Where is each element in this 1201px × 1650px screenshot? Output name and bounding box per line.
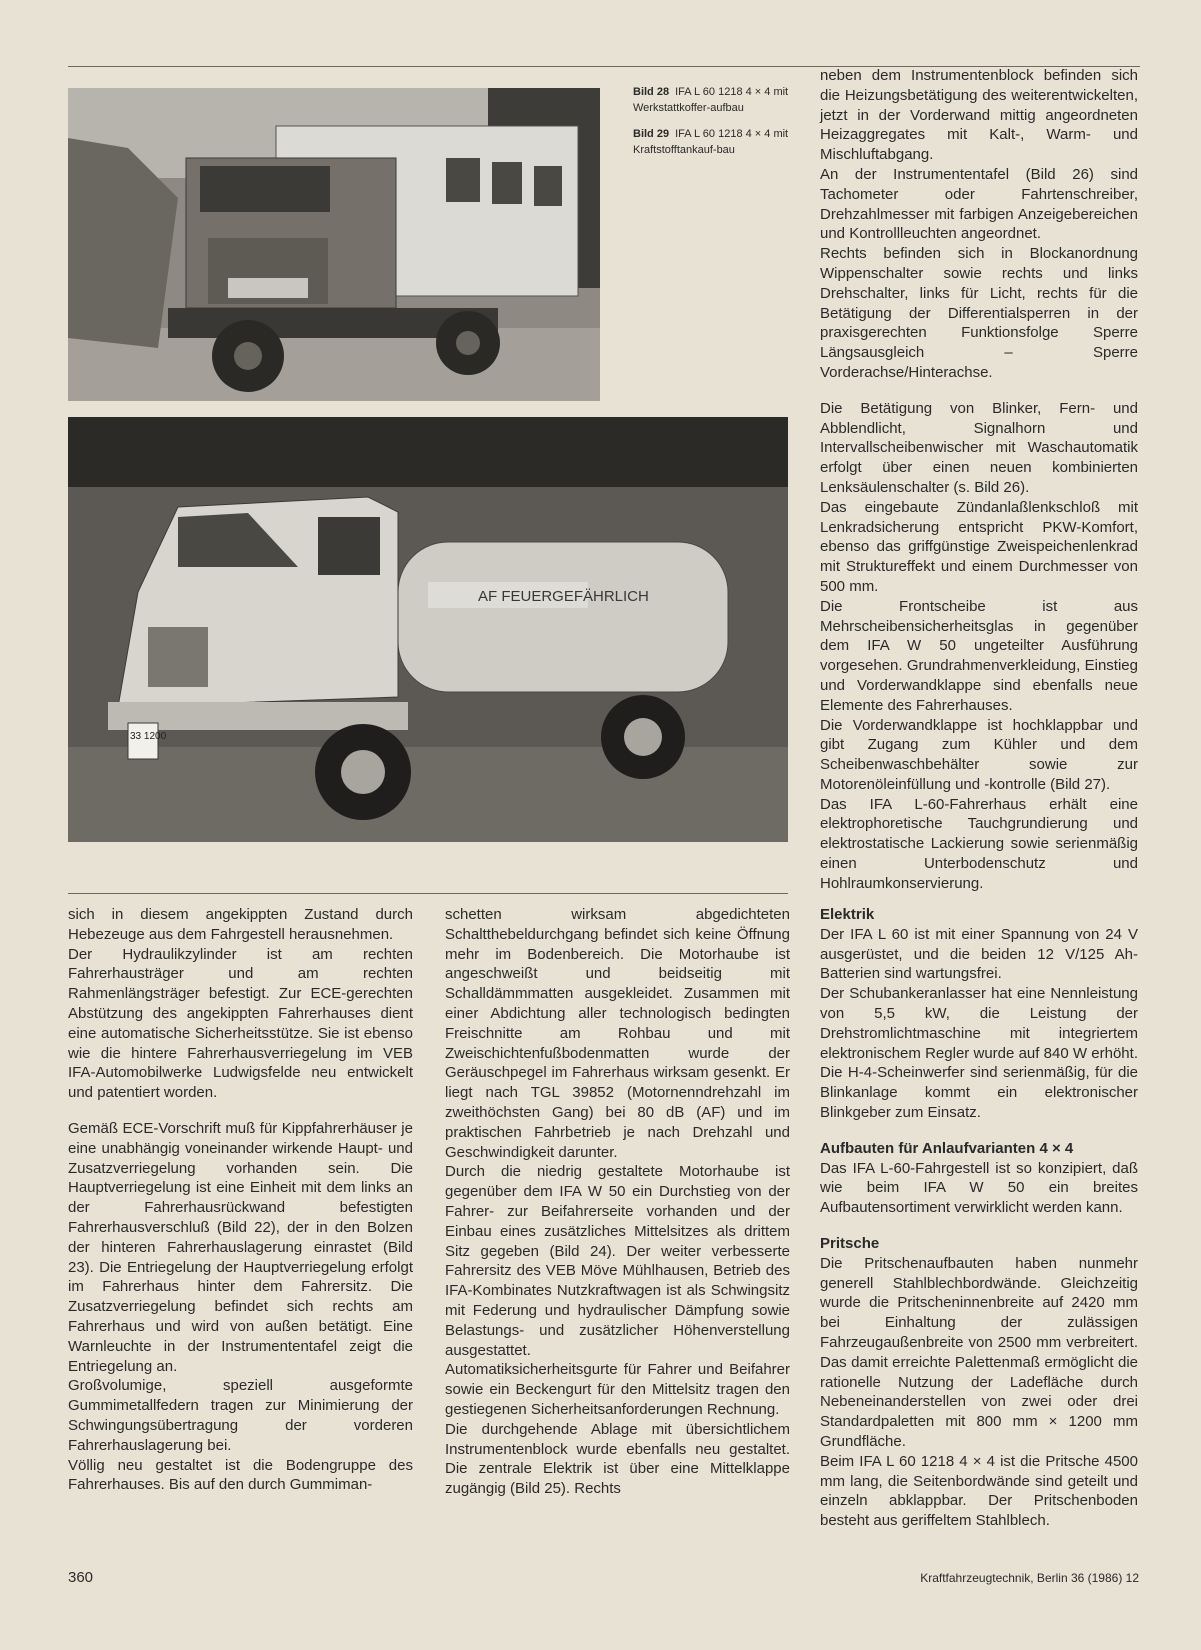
paragraph: Das IFA L-60-Fahrerhaus erhält eine elektrophoretische Tauchgrundierung und elektrostatische Lackierung sowie serienmäßig einen Unterbodenschutz und Hohlraumkonservierung. [820, 795, 1138, 892]
column-left [68, 905, 413, 1495]
paragraph: Rechts befinden sich in Blockanordnung Wippenschalter sowie rechts und links Drehschalter, links für Licht, rechts für die Betätigung der Differentialsperren in der praxisgerechten Funktionsfolge Sperre Längsausgleich – Sperre Vorderachse/Hinterachse. [820, 245, 1138, 381]
journal-citation: Kraftfahrzeugtechnik, Berlin 36 (1986) 12 [920, 1571, 1139, 1585]
caption-label: Bild 29 [633, 128, 670, 140]
paragraph: Die durchgehende Ablage mit übersichtlichem Instrumentenblock wurde ebenfalls neu gestaltet. Die zentrale Elektrik ist über eine Mittelklappe zugängig (Bild 25). Rechts [445, 1420, 790, 1498]
column-top-right [820, 66, 1138, 894]
section-heading-elektrik: Elektrik [820, 906, 875, 923]
paragraph: Beim IFA L 60 1218 4 × 4 ist die Pritsche 4500 mm lang, die Seitenbordwände sind geteilt und einzeln abklappbar. Der Pritschenboden besteht aus geriffeltem Stahlblech. [820, 1452, 1138, 1530]
paragraph: neben dem Instrumentenblock befinden sich die Heizungsbetätigung des weiterentwickelten, jetzt in der Vorderwand mittig angeordneten Heizaggregates mit Kalt-, Warm- und Mischluftabgang. [820, 67, 1138, 164]
page-number: 360 [68, 1569, 94, 1586]
photo-bild-28 [68, 88, 600, 401]
paragraph: Die Vorderwandklappe ist hochklappbar und gibt Zugang zum Kühler und dem Scheibenwaschbehälter sowie zur Motorenöleinfüllung und -kontrolle (Bild 27). [820, 716, 1138, 793]
tank-label: AF FEUERGEFÄHRLICH [478, 588, 649, 605]
paragraph: Das eingebaute Zündanlaßlenkschloß mit Lenkradsicherung entspricht PKW-Komfort, ebenso das griffgünstige Zweispeichenlenkrad mit Struktureffekt und einem Durchmesser von 500 mm. [820, 498, 1138, 595]
caption-text: IFA L 60 1218 4 × 4 mit Werkstattkoffer-aufbau [633, 86, 789, 114]
paragraph: Völlig neu gestaltet ist die Bodengruppe des Fahrerhauses. Bis auf den durch Gummiman- [68, 1456, 413, 1494]
paragraph: Der Schubankeranlasser hat eine Nennleistung von 5,5 kW, die Leistung der Drehstromlichtmaschine mit integriertem elektronischem Regler wurde auf 840 W erhöht. Die H-4-Scheinwerfer sind serienmäßig, für die Blinkanlage kommt ein elektronischer Blinkgeber zum Einsatz. [820, 985, 1138, 1121]
paragraph: Durch die niedrig gestaltete Motorhaube ist gegenüber dem IFA W 50 ein Durchstieg von der Fahrer- zur Beifahrerseite vorhanden und der Einbau eines zusätzliches Mittelsitzes als drittem Sitz gegeben (Bild 24). Der weiter verbesserte Fahrersitz des VEB Möve Mühlhausen, Betrieb des IFA-Kombinates Nutzkraftwagen ist als Schwingsitz mit Federung und hydraulischer Dämpfung sowie Belastungs- und zusätzlicher Höhenverstellung ausgestattet. [445, 1163, 790, 1359]
middle-rule [68, 893, 788, 894]
paragraph: An der Instrumententafel (Bild 26) sind Tachometer oder Fahrtenschreiber, Drehzahlmesser mit farbigen Anzeigebereichen und Kontrollleuchten angeordnet. [820, 165, 1138, 243]
paragraph: Die Frontscheibe ist aus Mehrscheibensicherheitsglas in gegenüber dem IFA W 50 ungeteilter Ausführung vorgesehen. Grundrahmenverkleidung, Einstieg und Vorderwandklappe sind ebenfalls neue Elemente des Fahrerhauses. [820, 597, 1138, 714]
paragraph: Großvolumige, speziell ausgeformte Gummimetallfedern tragen zur Minimierung der Schwingungsübertragung der vorderen Fahrerhauslagerung bei. [68, 1377, 413, 1454]
paragraph: Das IFA L-60-Fahrgestell ist so konzipiert, daß wie beim IFA W 50 ein breites Aufbautensortiment verwirklicht werden kann. [820, 1159, 1138, 1217]
license-plate: 33 1200 [130, 731, 167, 742]
paragraph: schetten wirksam abgedichteten Schaltthebeldurchgang befindet sich keine Öffnung mehr im Bodenbereich. Die Motorhaube ist angeschweißt und beidseitig mit Schalldämmmatten ausgekleidet. Zusammen mit einer Abdichtung aller technologisch bedingten Freischnitte am Rohbau und mit Zweischichtenfußbodenmatten wurde der Geräuschpegel im Fahrerhaus wirksam gesenkt. Er liegt nach TGL 39852 (Motornenndrehzahl im zweithöchsten Gang) bei 80 dB (AF) und im praktischen Fahrbetrieb je nach Drehzahl und Geschwindigkeit darunter. [445, 906, 790, 1161]
photo-captions [633, 84, 803, 168]
caption-text: IFA L 60 1218 4 × 4 mit Kraftstofftankauf-bau [633, 128, 789, 156]
section-heading-aufbauten: Aufbauten für Anlaufvarianten 4 × 4 [820, 1139, 1074, 1157]
paragraph: Automatiksicherheitsgurte für Fahrer und Beifahrer sowie ein Beckengurt für den Mittelsitz tragen den gestiegenen Sicherheitsanforderungen Rechnung. [445, 1361, 790, 1418]
paragraph: Die Pritschenaufbauten haben nunmehr generell Stahlblechbordwände. Gleichzeitig wurde die Pritscheninnenbreite auf 2420 mm bei Einhaltung der zulässigen Fahrzeugaußenbreite von 2500 mm verbreitert. Das damit erreichte Palettenmaß ermöglicht die rationelle Nutzung der Ladefläche durch Nebeneinanderstellen von zwei oder drei Standardpaletten mit 800 mm × 1200 mm Grundfläche. [820, 1254, 1138, 1450]
section-heading-pritsche: Pritsche [820, 1234, 880, 1252]
paragraph: Gemäß ECE-Vorschrift muß für Kippfahrerhäuser je eine unabhängig voneinander wirkende Haupt- und Zusatzverriegelung vorhanden sein. Die Hauptverriegelung ist eine Einheit mit dem links an der Fahrerhausrückwand befestigten Fahrerhausverschluß (Bild 22), der in den Bolzen der hinteren Fahrerhauslagerung einrastet (Bild 23). Die Entriegelung der Hauptverriegelung erfolgt im Fahrerhaus hinter dem Fahrersitz. Die Zusatzverriegelung befindet sich rechts am Fahrerhaus und wird von außen betätigt. Eine Warnleuchte in der Instrumententafel zeigt die Entriegelung an. [68, 1119, 413, 1375]
caption-bild-29 [633, 126, 803, 158]
column-middle [445, 905, 790, 1499]
caption-label: Bild 28 [633, 86, 670, 98]
photo-bild-29 [68, 417, 788, 842]
column-right [820, 905, 1138, 1531]
paragraph: Der IFA L 60 ist mit einer Spannung von 24 V ausgerüstet, und die beiden 12 V/125 Ah-Batterien sind wartungsfrei. [820, 925, 1138, 983]
paragraph: sich in diesem angekippten Zustand durch Hebezeuge aus dem Fahrgestell herausnehmen. [68, 906, 413, 943]
caption-bild-28 [633, 84, 803, 116]
paragraph: Die Betätigung von Blinker, Fern- und Abblendlicht, Signalhorn und Intervallscheibenwischer mit Waschautomatik erfolgt über einen neuen kombinierten Lenksäulenschalter (s. Bild 26). [820, 399, 1138, 496]
paragraph: Der Hydraulikzylinder ist am rechten Fahrerhausträger und am rechten Rahmenlängsträger befestigt. Zur ECE-gerechten Abstützung des angekippten Fahrerhauses dient eine automatische Sicherheitsstütze. Sie ist ebenso wie die hintere Fahrerhausverriegelung im VEB IFA-Automobilwerke Ludwigsfelde neu entwickelt und patentiert worden. [68, 945, 413, 1102]
